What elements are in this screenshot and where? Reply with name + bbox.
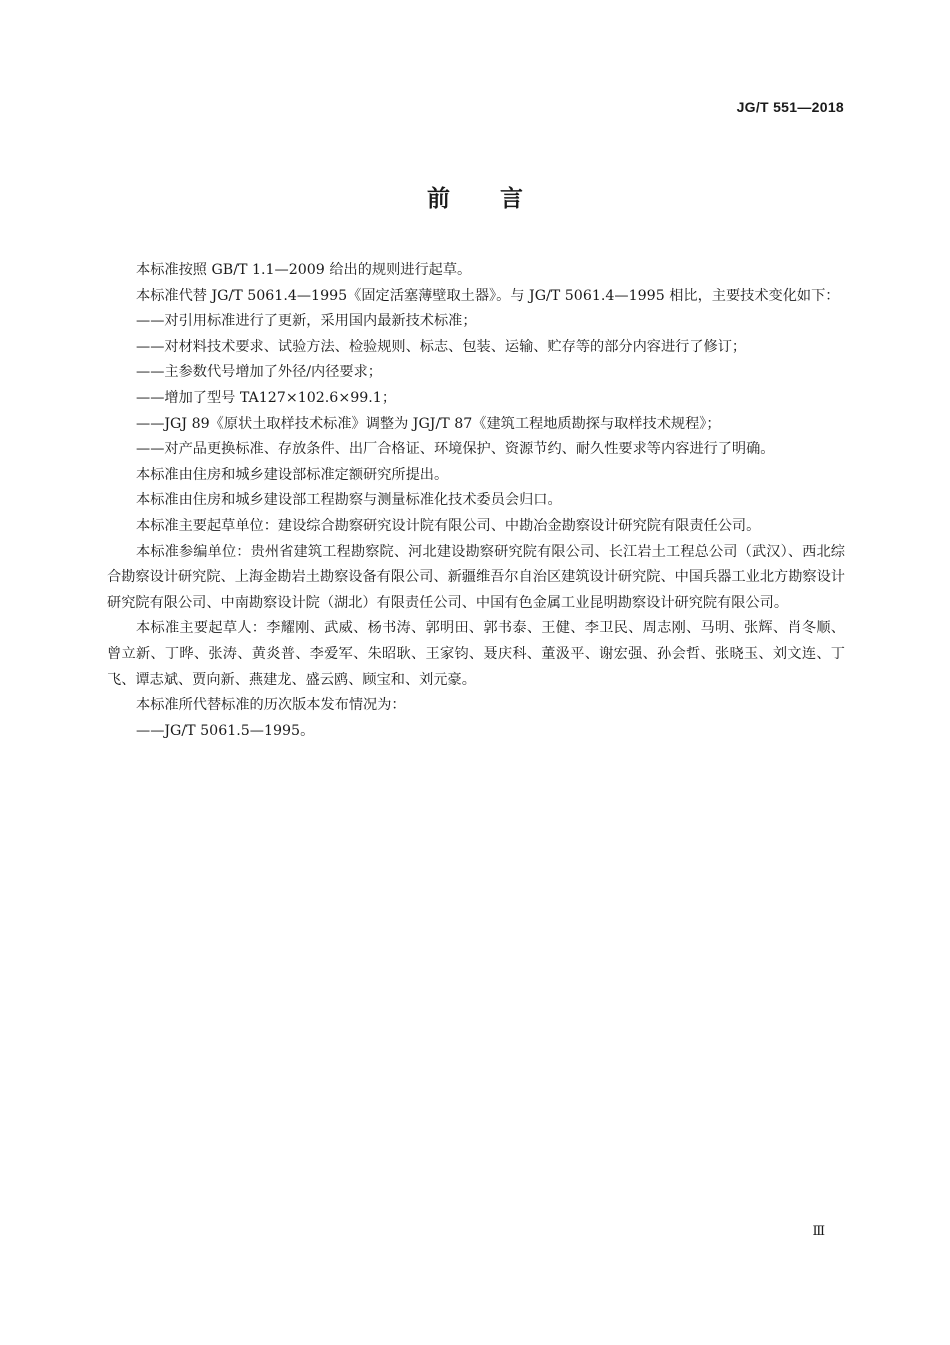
page-number: Ⅲ (812, 1224, 825, 1239)
change-item: ——对材料技术要求、试验方法、检验规则、标志、包装、运输、贮存等的部分内容进行了修订； (136, 338, 747, 355)
change-item: ——主参数代号增加了外径/内径要求； (136, 364, 382, 381)
standard-number: JG/T 551—2018 (736, 99, 844, 115)
history-item: ——JG/T 5061.5—1995。 (136, 722, 315, 739)
change-item: ——JGJ 89《原状土取样技术标准》调整为 JGJ/T 87《建筑工程地质勘探与取样技术规程》； (136, 415, 721, 432)
paragraph-drafting-rules: 本标准按照 GB/T 1.1—2009 给出的规则进行起草。 (136, 262, 472, 278)
paragraph-administrator: 本标准由住房和城乡建设部工程勘察与测量标准化技术委员会归口。 (136, 492, 562, 509)
paragraph-drafters: 本标准主要起草人：李耀刚、武威、杨书涛、郭明田、郭书泰、王健、李卫民、周志刚、马明、张辉、肖冬顺、曾立新、丁晔、张涛、黄炎普、李爱军、朱昭耿、王家钧、聂庆科、董汲平、谢宏强、孙会哲、张晓玉、刘文连、丁飞、谭志斌、贾向新、燕建龙、盛云鸥、顾宝和、刘元豪。 (107, 620, 845, 688)
page-title (0, 180, 950, 213)
paragraph-proposer: 本标准由住房和城乡建设部标准定额研究所提出。 (136, 466, 449, 483)
change-item: ——增加了型号 TA127×102.6×99.1； (136, 389, 397, 406)
title-char-1: 前 (427, 186, 450, 212)
title-char-2: 言 (500, 186, 523, 212)
paragraph-participating-units: 本标准参编单位：贵州省建筑工程勘察院、河北建设勘察研究院有限公司、长江岩土工程总公司（武汉）、西北综合勘察设计研究院、上海金勘岩土勘察设备有限公司、新疆维吾尔自治区建筑设计研究院、中国兵器工业北方勘察设计研究院有限公司、中南勘察设计院（湖北）有限责任公司、中国有色金属工业昆明勘察设计研究院有限公司。 (107, 543, 845, 611)
paragraph-drafting-units: 本标准主要起草单位：建设综合勘察研究设计院有限公司、中勘冶金勘察设计研究院有限责任公司。 (136, 517, 761, 534)
change-item: ——对引用标准进行了更新，采用国内最新技术标准； (136, 313, 477, 330)
change-item: ——对产品更换标准、存放条件、出厂合格证、环境保护、资源节约、耐久性要求等内容进行了明确。 (136, 441, 775, 458)
paragraph-history: 本标准所代替标准的历次版本发布情况为： (136, 697, 406, 714)
foreword-body (107, 258, 845, 744)
paragraph-replacement: 本标准代替 JG/T 5061.4—1995《固定活塞薄壁取土器》。与 JG/T 5061.4—1995 相比，主要技术变化如下： (136, 287, 840, 304)
